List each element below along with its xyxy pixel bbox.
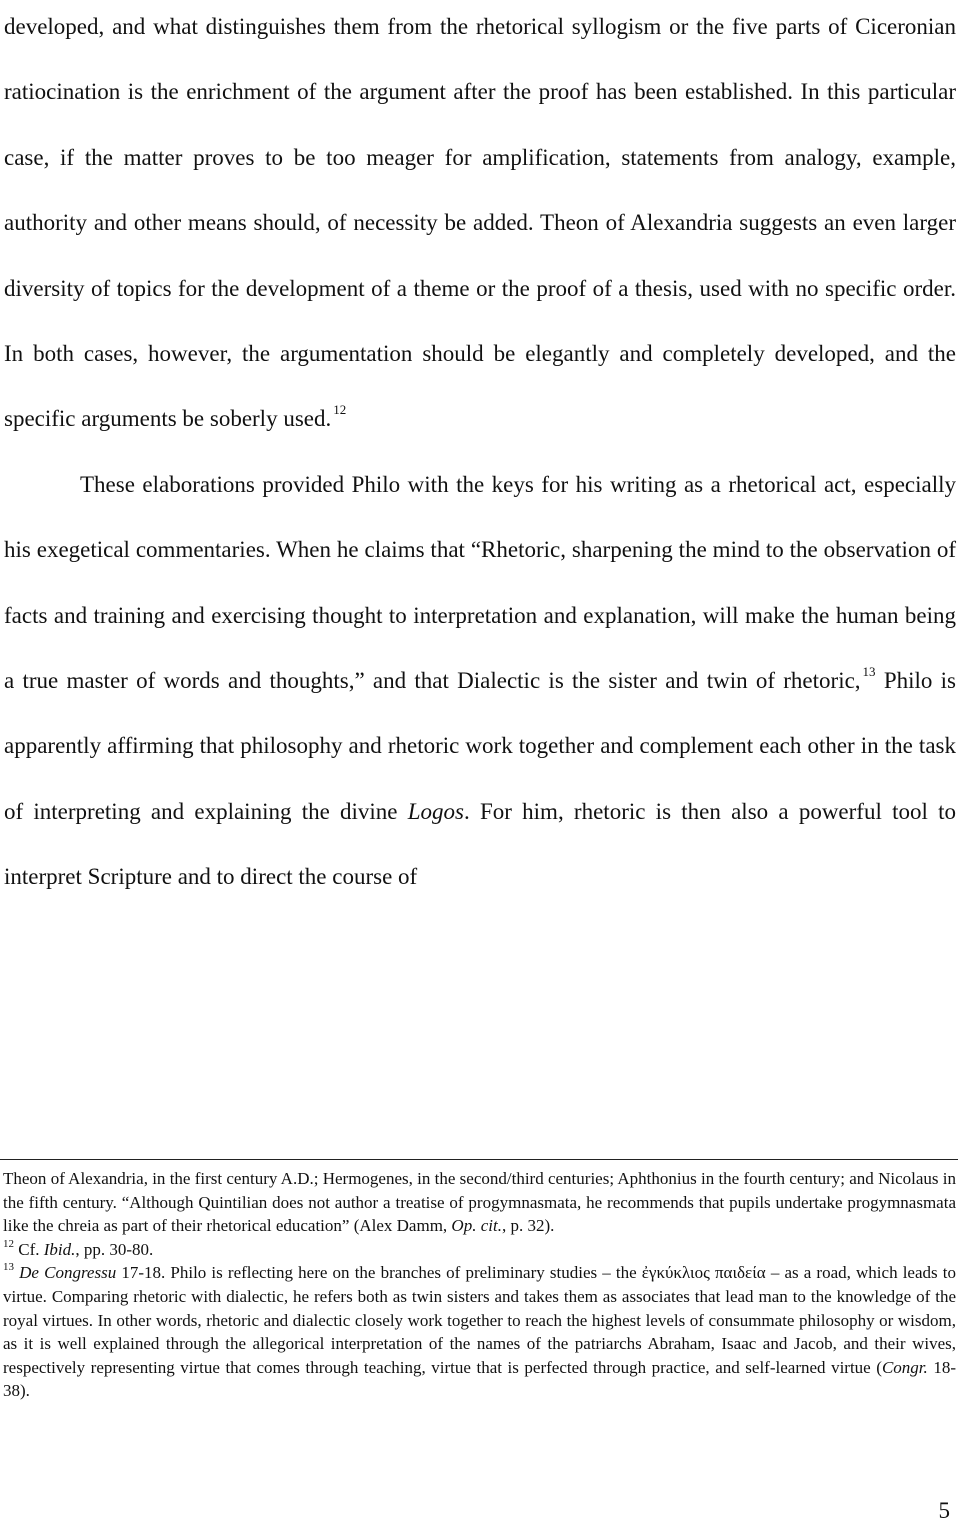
main-text [4, 0, 956, 910]
footnote-13-text-b: – as a road, which leads to virtue. Comparing rhetoric with dialectic, he refers both as twin sisters and takes them as associates that lead man to the knowledge of the royal virtues. In other words, rhetoric and dialectic closely work together to reach the highest levels of consummate philosophy or wisdom, as it is well explained through the allegorical interpretation of the names of the patriarchs Abraham, Isaac and Jacob, and their wives, respectively representing virtue that comes through teaching, virtue that is perfected through practice, and self-learned virtue ( [3, 1263, 956, 1377]
paragraph-2 [4, 452, 956, 910]
footnote-ref-12: 12 [333, 402, 347, 418]
footnote-12-number: 12 [3, 1237, 14, 1250]
footnote-ref-13: 13 [862, 664, 876, 680]
footnote-separator [0, 1159, 958, 1160]
paragraph-2-text-b: Philo is apparently affirming that philosophy and rhetoric work together and complement each other in the task of interpreting and explaining the divine [4, 668, 957, 824]
paragraph-2-text-a: These elaborations provided Philo with the keys for his writing as a rhetorical act, especially his exegetical commentaries. When he claims that “Rhetoric, sharpening the mind to the observation of facts and training and exercising thought to interpretation and explanation, will make the human being a true master of words and thoughts,” and that Dialectic is the sister and twin of rhetoric, [4, 471, 956, 694]
footnote-continuation-text-a: Theon of Alexandria, in the first century A.D.; Hermogenes, in the second/third centuries; Aphthonius in the fourth century; and Nicolaus in the fifth century. “Although Quintilian does not author a treatise of progymnasmata, he recommends that pupils undertake progymnasmata like the chreia as part of their rhetorical education” (Alex Damm, [3, 1169, 956, 1236]
footnote-13-text-c: 18-38). [3, 1357, 957, 1401]
footnotes [3, 1167, 956, 1403]
logos-italic: Logos [407, 798, 464, 824]
page-number: 5 [938, 1498, 950, 1523]
op-cit-italic: Op. cit. [451, 1216, 502, 1236]
footnote-13-number: 13 [3, 1261, 14, 1274]
footnote-12 [3, 1238, 956, 1262]
paragraph-1 [4, 0, 956, 452]
congr-italic: Congr. [881, 1357, 928, 1377]
footnote-12-text-b: , pp. 30-80. [75, 1239, 154, 1259]
footnote-continuation [3, 1167, 956, 1238]
ibid-italic: Ibid. [43, 1239, 76, 1259]
footnote-continuation-text-b: , p. 32). [501, 1216, 555, 1236]
paragraph-2-text-c: . For him, rhetoric is then also a powerful tool to interpret Scripture and to direct the course of [4, 798, 956, 890]
footnote-13 [3, 1261, 956, 1403]
footnote-12-text-a: Cf. [18, 1239, 40, 1259]
greek-term: ἐγκύκλιος παιδεία [641, 1263, 766, 1283]
de-congressu-italic: De Congressu [19, 1263, 117, 1283]
footnote-13-text-a: 17-18. Philo is reflecting here on the branches of preliminary studies – the [121, 1263, 637, 1283]
paragraph-1-text: developed, and what distinguishes them from the rhetorical syllogism or the five parts of Ciceronian ratiocination is the enrichment of the argument after the proof has been established. In this particular case, if the matter proves to be too meager for amplification, statements from analogy, example, authority and other means should, of necessity be added. Theon of Alexandria suggests an even larger diversity of topics for the development of a theme or the proof of a thesis, used with no specific order. In both cases, however, the argumentation should be elegantly and completely developed, and the specific arguments be soberly used. [4, 14, 956, 432]
